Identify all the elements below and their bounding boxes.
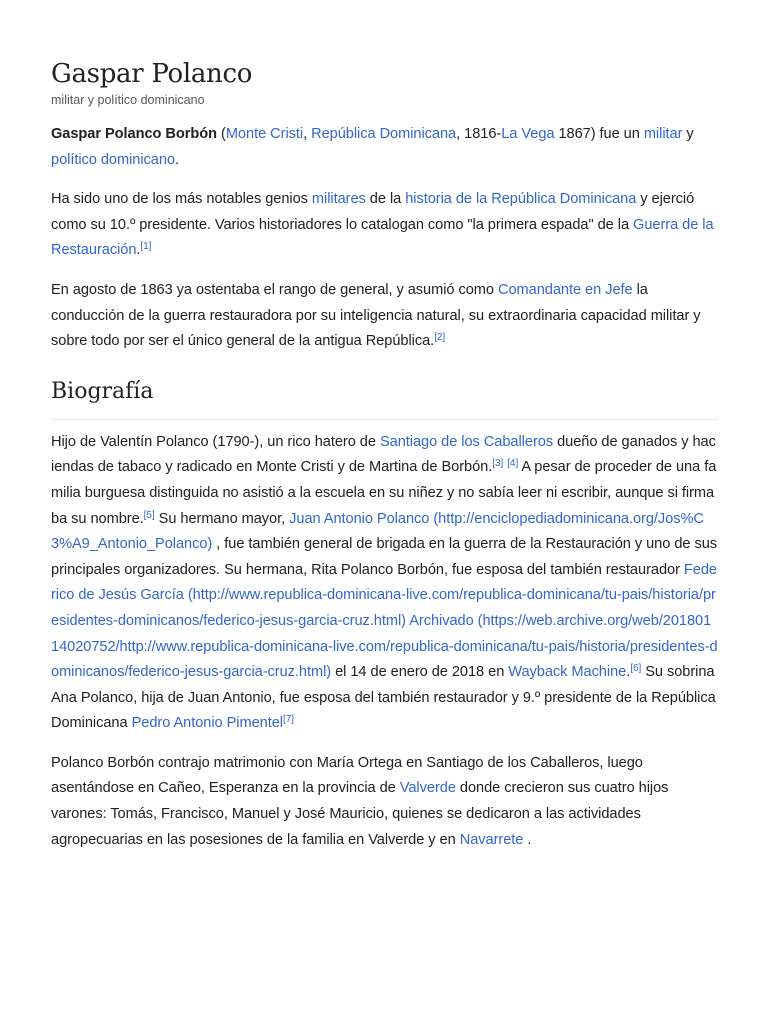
reference-5[interactable]: [5] xyxy=(143,509,155,521)
para-text: de la xyxy=(365,191,406,208)
link-guerra-restauracion[interactable]: Guerra de la Restauración xyxy=(51,216,714,259)
intro-text: . xyxy=(174,151,179,168)
link-federico-garcia[interactable]: Federico de Jesús García (http://www.republica-dominicana-live.com/republica-dominicana/tu-pais/historia/presidentes-dominicanos/federico-jesus-garcia-cruz.html) xyxy=(51,561,717,629)
intro-text: , xyxy=(303,126,312,142)
intro-paragraph xyxy=(51,122,718,173)
paragraph-2 xyxy=(51,187,718,264)
link-navarrete[interactable]: Navarrete xyxy=(459,831,524,848)
para-text: . xyxy=(523,831,532,848)
link-militares[interactable]: militares xyxy=(311,191,366,208)
biografia-paragraph-1 xyxy=(51,430,718,737)
intro-text: y xyxy=(682,126,694,142)
link-la-vega[interactable]: La Vega xyxy=(501,126,555,142)
intro-text: , 1816- xyxy=(456,126,502,142)
link-santiago[interactable]: Santiago de los Caballeros xyxy=(379,433,554,450)
link-politico-dominicano[interactable]: político dominicano xyxy=(51,151,175,168)
link-comandante-en-jefe[interactable]: Comandante en Jefe xyxy=(497,281,633,298)
reference-3[interactable]: [3] xyxy=(492,458,504,470)
reference-7[interactable]: [7] xyxy=(283,714,294,726)
reference-4[interactable]: [4] xyxy=(507,458,519,470)
para-text: Su hermano mayor, xyxy=(154,510,290,527)
para-text: y ejerció como su 10.º presidente. Varios historiadores lo catalogan como "la primera espada" de la xyxy=(51,191,695,233)
para-text: Ha sido uno de los más notables genios xyxy=(51,191,312,208)
page-title: Gaspar Polanco xyxy=(51,59,253,89)
para-text: A pesar de proceder de una familia burguesa distinguida no asistió a la escuela en su niñez y no sabía leer ni escribir, aunque si firmaba su nombre. xyxy=(51,459,717,527)
reference-2[interactable]: [2] xyxy=(434,332,446,344)
reference-6[interactable]: [6] xyxy=(630,663,642,675)
link-archivado[interactable]: Archivado (https://web.archive.org/web/20180114020752/http://www.republica-dominicana-live.com/republica-dominicana/tu-pais/historia/presidentes-dominicanos/federico-jesus-garcia-cruz.html) xyxy=(51,612,718,681)
biografia-paragraph-2 xyxy=(51,751,718,853)
para-text: En agosto de 1863 ya ostentaba el rango de general, y asumió como xyxy=(51,281,498,298)
bold-name: Gaspar Polanco Borbón xyxy=(51,126,217,142)
para-text: Hijo de Valentín Polanco (1790-), un rico hatero de xyxy=(51,433,380,450)
intro-text: ( xyxy=(217,126,226,142)
para-text: el 14 de enero de 2018 en xyxy=(331,664,509,681)
link-pedro-antonio-pimentel[interactable]: Pedro Antonio Pimentel xyxy=(131,715,283,732)
para-text: la conducción de la guerra restauradora por su inteligencia natural, su extraordinaria capacidad militar y sobre todo por ser el único general de la antigua República. xyxy=(51,281,701,350)
para-text: . xyxy=(136,242,141,259)
link-monte-cristi[interactable]: Monte Cristi xyxy=(225,126,304,142)
link-militar[interactable]: militar xyxy=(643,126,683,142)
link-valverde[interactable]: Valverde xyxy=(399,780,456,797)
link-juan-antonio-polanco[interactable]: Juan Antonio Polanco (http://enciclopediadominicana.org/Jos%C3%A9_Antonio_Polanco) xyxy=(51,510,704,553)
reference-1[interactable]: [1] xyxy=(140,241,152,253)
para-text: Su sobrina Ana Polanco, hija de Juan Antonio, fue esposa del también restaurador y 9.º presidente de la República Dominicana xyxy=(51,664,716,732)
para-text: , fue también general de brigada en la guerra de la Restauración y uno de sus principales organizadores. Su hermana, Rita Polanco Borbón, fue esposa del también restaurador xyxy=(51,536,718,578)
para-text: Polanco Borbón contrajo matrimonio con María Ortega en Santiago de los Caballeros, luego asentándose en Cañeo, Esperanza en la provincia de xyxy=(51,754,643,797)
link-wayback-machine[interactable]: Wayback Machine xyxy=(508,664,627,681)
link-republica-dominicana[interactable]: República Dominicana xyxy=(311,126,457,142)
para-text: dueño de ganados y haciendas de tabaco y radicado en Monte Cristi y de Martina de Borbón. xyxy=(51,433,716,476)
section-heading-biografia: Biografía xyxy=(51,377,718,420)
intro-text: 1867) fue un xyxy=(554,126,644,142)
link-historia[interactable]: historia de la República Dominicana xyxy=(405,191,637,208)
page-subtitle: militar y político dominicano xyxy=(51,93,205,107)
para-text: donde crecieron sus cuatro hijos varones: Tomás, Francisco, Manuel y José Mauricio, quienes se dedicaron a las actividades agropecuarias en las posesiones de la familia en Valverde y en xyxy=(51,780,669,848)
paragraph-3 xyxy=(51,278,718,355)
para-text: . xyxy=(626,664,631,681)
